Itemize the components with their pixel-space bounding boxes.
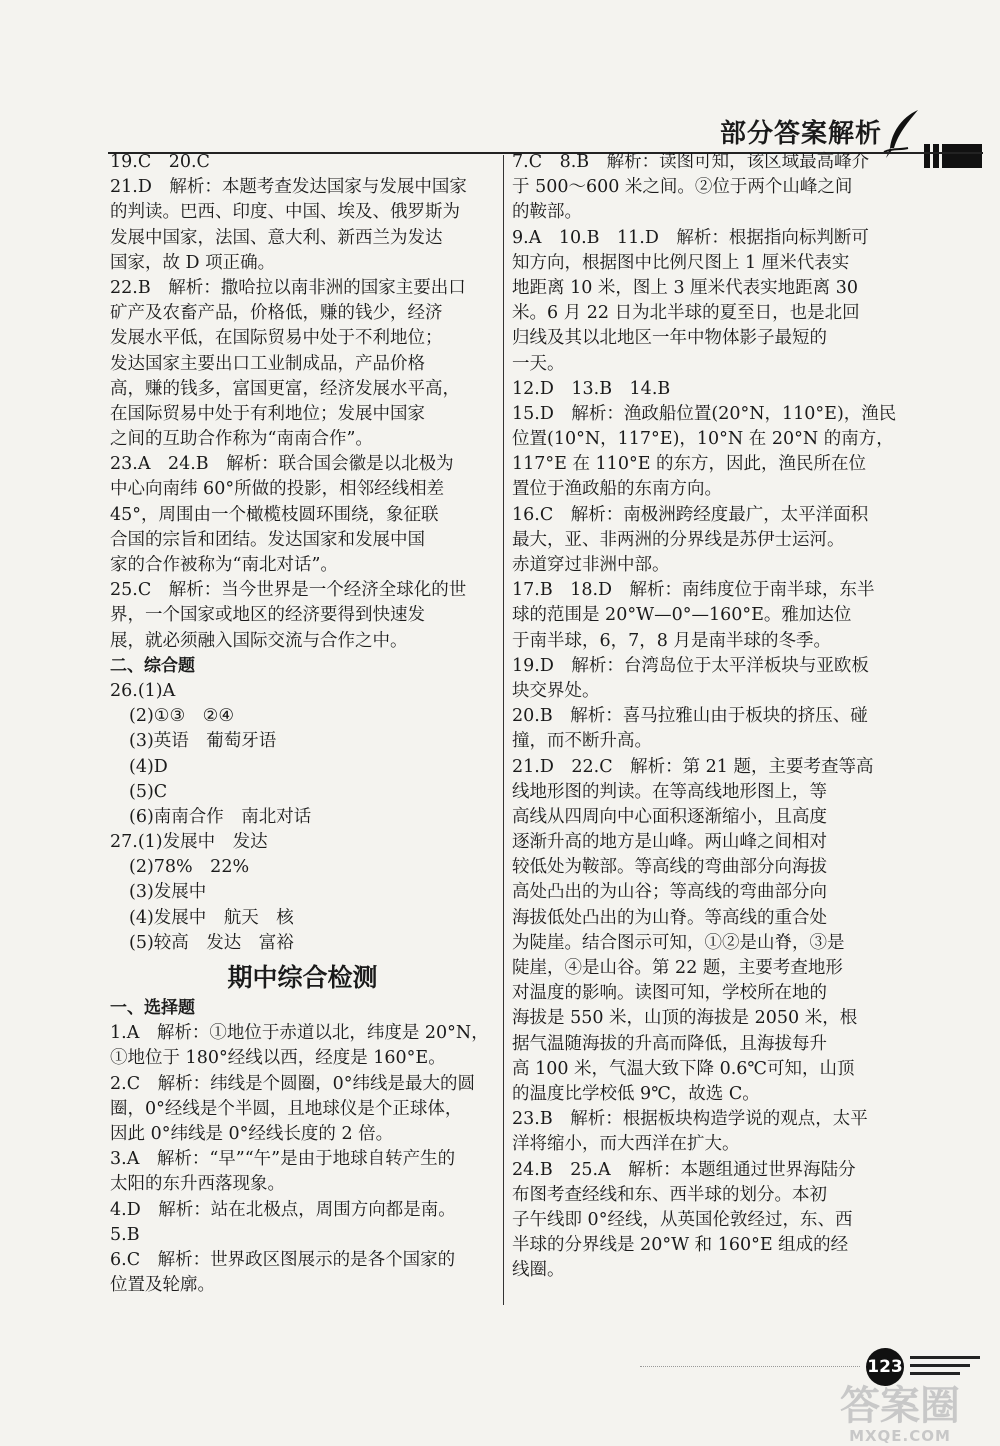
answer-line: 45°，周围由一个橄榄枝圆环围绕，象征联 bbox=[110, 504, 439, 525]
answer-line: 子午线即 0°经线，从英国伦敦经过，东、西 bbox=[512, 1209, 853, 1230]
answer-line: (3)英语 葡萄牙语 bbox=[129, 731, 277, 752]
answer-line: 21.D 22.C 解析：第 21 题，主要考查等高 bbox=[512, 756, 874, 777]
answer-line: (4)发展中 航天 核 bbox=[129, 907, 294, 928]
answer-line: 的鞍部。 bbox=[512, 202, 582, 223]
watermark-url: MXQE.COM bbox=[849, 1427, 951, 1445]
answer-line: 为陡崖。结合图示可知，①②是山脊，③是 bbox=[512, 932, 845, 953]
answer-line: 在国际贸易中处于有利地位；发展中国家 bbox=[110, 403, 425, 424]
answer-line: 较低处为鞍部。等高线的弯曲部分向海拔 bbox=[512, 857, 827, 878]
answer-line: 23.B 解析：根据板块构造学说的观点，太平 bbox=[512, 1109, 868, 1130]
answer-line: ①地位于 180°经线以西，经度是 160°E。 bbox=[110, 1048, 446, 1069]
answer-line: 知方向，根据图中比例尺图上 1 厘米代表实 bbox=[512, 252, 850, 273]
answer-line: 发展中国家，法国、意大利、新西兰为发达 bbox=[110, 227, 443, 248]
answer-line: 撞，而不断升高。 bbox=[512, 731, 652, 752]
answer-line: 发展水平低，在国际贸易中处于不利地位； bbox=[110, 328, 443, 349]
answer-line: 16.C 解析：南极洲跨经度最广，太平洋面积 bbox=[512, 504, 869, 525]
exam-title: 期中综合检测 bbox=[227, 963, 378, 992]
answer-line: 高 100 米，气温大致下降 0.6℃可知，山顶 bbox=[512, 1058, 855, 1079]
section-heading: 一、选择题 bbox=[110, 998, 195, 1018]
answer-line: 界，一个国家或地区的经济要得到快速发 bbox=[110, 605, 425, 626]
answer-line: (4)D bbox=[129, 756, 168, 777]
answer-line: 5.B bbox=[110, 1224, 140, 1245]
footer-decoration-lines bbox=[910, 1356, 980, 1380]
answer-line: 7.C 8.B 解析：读图可知，该区域最高峰介 bbox=[512, 152, 870, 172]
answer-line: 对温度的影响。读图可知，学校所在地的 bbox=[512, 983, 827, 1004]
answer-line: (2)78% 22% bbox=[129, 857, 250, 878]
answer-line: 洋将缩小，而大西洋在扩大。 bbox=[512, 1134, 740, 1155]
answer-line: 矿产及农畜产品，价格低，赚的钱少，经济 bbox=[110, 303, 443, 324]
answer-line: 的判读。巴西、印度、中国、埃及、俄罗斯为 bbox=[110, 202, 460, 223]
answer-line: 于南半球，6，7，8 月是南半球的冬季。 bbox=[512, 630, 831, 651]
answer-line: 位置及轮廓。 bbox=[110, 1275, 215, 1296]
answer-line: 海拔低处凸出的为山脊。等高线的重合处 bbox=[512, 907, 827, 928]
answer-line: 26.(1)A bbox=[110, 680, 176, 701]
answer-line: 1.A 解析：①地位于赤道以北，纬度是 20°N， bbox=[110, 1023, 489, 1044]
page-number: 123 bbox=[866, 1348, 904, 1386]
answer-line: 位置(10°N，117°E)，10°N 在 20°N 的南方， bbox=[512, 429, 894, 450]
answer-line: 展，就必须融入国际交流与合作之中。 bbox=[110, 630, 408, 651]
answer-line: 海拔是 550 米，山顶的海拔是 2050 米，根 bbox=[512, 1008, 858, 1029]
answer-line: 24.B 25.A 解析：本题组通过世界海陆分 bbox=[512, 1159, 856, 1180]
answer-line: 线圈。 bbox=[512, 1260, 565, 1281]
answer-line: (6)南南合作 南北对话 bbox=[129, 806, 312, 827]
answer-line: 19.D 解析：台湾岛位于太平洋板块与亚欧板 bbox=[512, 655, 869, 676]
answer-line: 20.B 解析：喜马拉雅山由于板块的挤压、碰 bbox=[512, 706, 868, 727]
header-title: 部分答案解析 bbox=[720, 119, 883, 149]
answer-line: 合国的宗旨和团结。发达国家和发展中国 bbox=[110, 529, 425, 550]
answer-line: 高，赚的钱多，富国更富，经济发展水平高， bbox=[110, 378, 460, 399]
answer-line: 地距离 10 米，图上 3 厘米代表实地距离 30 bbox=[512, 277, 858, 298]
answer-line: 21.D 解析：本题考查发达国家与发展中国家 bbox=[110, 177, 467, 198]
answer-line: 中心向南纬 60°所做的投影，相邻经线相差 bbox=[110, 479, 445, 500]
answer-line: (5)较高 发达 富裕 bbox=[129, 932, 294, 953]
watermark-logo: 答案圈 bbox=[840, 1383, 960, 1429]
right-column bbox=[512, 150, 912, 1283]
section-heading: 二、综合题 bbox=[110, 655, 195, 676]
answer-line: 最大，亚、非两洲的分界线是苏伊士运河。 bbox=[512, 529, 845, 550]
answer-line: 家的合作被称为“南北对话”。 bbox=[110, 555, 338, 575]
answer-line: 25.C 解析：当今世界是一个经济全球化的世 bbox=[110, 580, 467, 601]
answer-line: 的温度比学校低 9℃，故选 C。 bbox=[512, 1083, 760, 1104]
column-divider bbox=[503, 155, 504, 1305]
answer-line: (2)①③ ②④ bbox=[129, 706, 235, 727]
answer-line: 4.D 解析：站在北极点，周围方向都是南。 bbox=[110, 1199, 456, 1220]
answer-line: (3)发展中 bbox=[129, 882, 207, 903]
answer-line: 6.C 解析：世界政区图展示的是各个国家的 bbox=[110, 1249, 456, 1270]
answer-line: 半球的分界线是 20°W 和 160°E 组成的经 bbox=[512, 1235, 849, 1256]
answer-line: 15.D 解析：渔政船位置(20°N，110°E)，渔民 bbox=[512, 403, 897, 424]
answer-line: 米。6 月 22 日为北半球的夏至日，也是北回 bbox=[512, 303, 860, 324]
answer-line: 27.(1)发展中 发达 bbox=[110, 832, 268, 853]
answer-line: 12.D 13.B 14.B bbox=[512, 378, 671, 399]
answer-line: 23.A 24.B 解析：联合国会徽是以北极为 bbox=[110, 454, 454, 475]
answer-line: 之间的互助合作称为“南南合作”。 bbox=[110, 429, 373, 450]
answer-line: 太阳的东升西落现象。 bbox=[110, 1174, 285, 1195]
answer-line: 2.C 解析：纬线是个圆圈，0°纬线是最大的圆 bbox=[110, 1073, 475, 1094]
answer-line: 9.A 10.B 11.D 解析：根据指向标判断可 bbox=[512, 227, 869, 248]
answer-line: 线地形图的判读。在等高线地形图上，等 bbox=[512, 781, 827, 802]
answer-line: 发达国家主要出口工业制成品，产品价格 bbox=[110, 353, 425, 374]
answer-line: 球的范围是 20°W—0°—160°E。雅加达位 bbox=[512, 605, 852, 626]
answer-line: (5)C bbox=[129, 781, 168, 802]
answer-line: 陡崖，④是山谷。第 22 题，主要考查地形 bbox=[512, 958, 843, 978]
answer-line: 于 500～600 米之间。②位于两个山峰之间 bbox=[512, 177, 853, 198]
answer-line: 因此 0°纬线是 0°经线长度的 2 倍。 bbox=[110, 1123, 394, 1144]
answer-line: 圈，0°经线是个半圆，且地球仪是个正球体， bbox=[110, 1098, 463, 1119]
answer-line: 19.C 20.C bbox=[110, 152, 210, 172]
answer-line: 国家，故 D 项正确。 bbox=[110, 252, 276, 273]
answer-line: 22.B 解析：撒哈拉以南非洲的国家主要出口 bbox=[110, 277, 466, 298]
answer-line: 逐渐升高的地方是山峰。两山峰之间相对 bbox=[512, 832, 827, 853]
left-column bbox=[110, 150, 495, 1298]
header-decoration-bars bbox=[924, 144, 982, 168]
watermark bbox=[810, 1385, 990, 1445]
answer-line: 置位于渔政船的东南方向。 bbox=[512, 479, 722, 500]
answer-line: 归线及其以北地区一年中物体影子最短的 bbox=[512, 328, 827, 349]
answer-line: 3.A 解析：“早”“午”是由于地球自转产生的 bbox=[110, 1149, 456, 1170]
answer-line: 高线从四周向中心面积逐渐缩小，且高度 bbox=[512, 806, 827, 827]
answer-line: 块交界处。 bbox=[512, 680, 600, 701]
answer-line: 赤道穿过非洲中部。 bbox=[512, 555, 670, 575]
footer-dotted-rule bbox=[640, 1366, 860, 1367]
answer-line: 117°E 在 110°E 的东方，因此，渔民所在位 bbox=[512, 454, 867, 475]
answer-line: 一天。 bbox=[512, 353, 565, 374]
answer-line: 布图考查经线和东、西半球的划分。本初 bbox=[512, 1184, 827, 1205]
answer-line: 17.B 18.D 解析：南纬度位于南半球，东半 bbox=[512, 580, 875, 601]
answer-line: 高处凸出的为山谷；等高线的弯曲部分向 bbox=[512, 882, 827, 903]
answer-line: 据气温随海拔的升高而降低，且海拔每升 bbox=[512, 1033, 827, 1054]
